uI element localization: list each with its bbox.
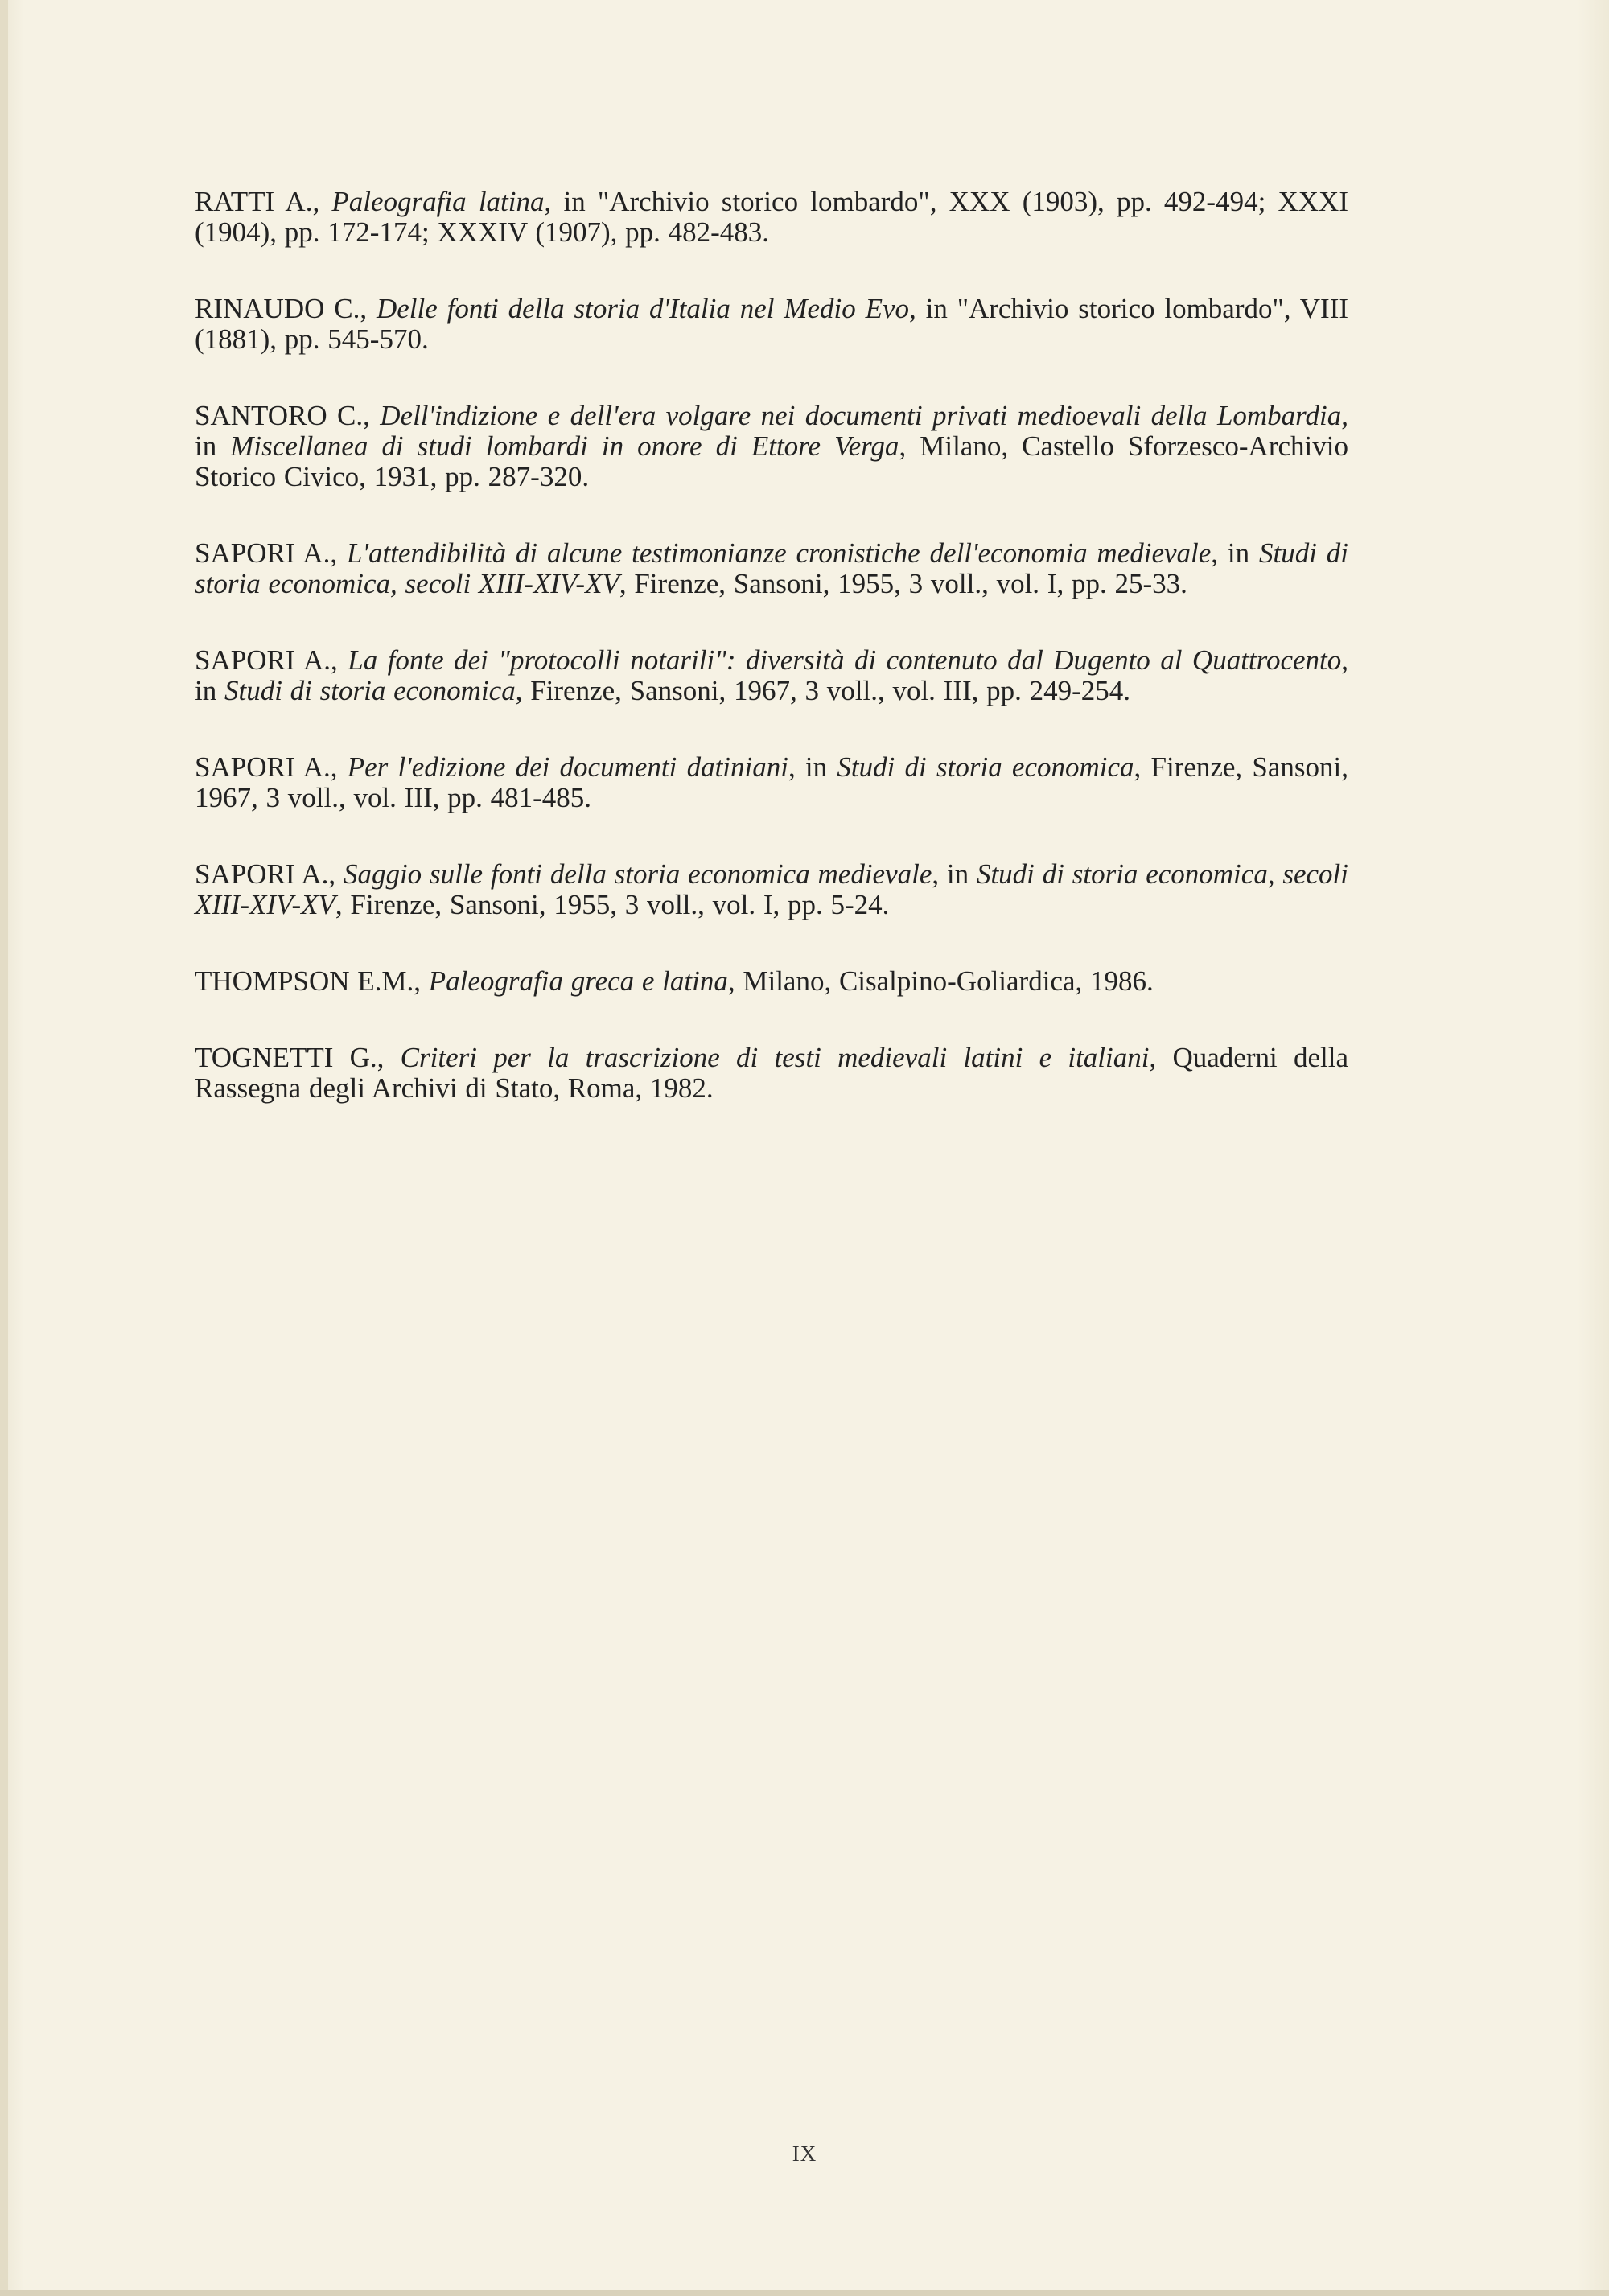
entry-title: L'attendibilità di alcune testimonianze cronistiche dell'economia medievale (347, 537, 1212, 569)
page-bottom-edge (0, 2290, 1609, 2296)
page-number: IX (792, 2142, 817, 2166)
bibliography-entry (195, 859, 1348, 920)
entry-author: SAPORI A., (195, 858, 344, 890)
entry-connector: , in (1211, 537, 1259, 569)
entry-title: La fonte dei "protocolli notarili": diversità di contenuto dal Dugento al Quattrocento (348, 644, 1342, 676)
entry-author: SAPORI A., (195, 537, 348, 569)
entry-source-title: Miscellanea di studi lombardi in onore di Ettore Verga (230, 430, 899, 462)
entry-author: RINAUDO C., (195, 293, 377, 324)
entry-author: SAPORI A., (195, 751, 348, 783)
entry-details: , Milano, Cisalpino-Goliardica, 1986. (727, 965, 1154, 997)
entry-title: Paleografia greca e latina (428, 965, 728, 997)
bibliography-entry (195, 966, 1348, 997)
entry-author: SAPORI A., (195, 644, 348, 676)
entry-title: Dell'indizione e dell'era volgare nei documenti privati medioevali della Lombardia (380, 400, 1342, 431)
entry-title: Saggio sulle fonti della storia economica medievale (343, 858, 932, 890)
bibliography-entry (195, 538, 1348, 599)
page-left-edge (0, 0, 8, 2296)
bibliography-entry (195, 1043, 1348, 1104)
entry-details: , in "Archivio storico lombardo", XXX (1903), pp. 492-494; XXXI (1904), pp. 172-174; XXXIV (1907), pp. 482-483. (195, 186, 1348, 248)
entry-details: , in "Archivio storico lombardo", VIII (1881), pp. 545-570. (195, 293, 1349, 355)
entry-author: RATTI A., (195, 186, 332, 217)
bibliography-entry (195, 294, 1348, 355)
entry-title: Per l'edizione dei documenti datiniani (347, 751, 788, 783)
entry-source-title: Studi di storia economica (224, 675, 516, 706)
entry-details: , Firenze, Sansoni, 1955, 3 voll., vol. I, pp. 25-33. (619, 568, 1187, 599)
bibliography-list (195, 187, 1348, 1150)
entry-source-title: Studi di storia economica, secoli XIII-XIV-XV (195, 858, 1349, 920)
bibliography-entry (195, 752, 1348, 813)
entry-author: SANTORO C., (195, 400, 381, 431)
bibliography-entry (195, 645, 1348, 706)
entry-author: TOGNETTI G., (195, 1042, 401, 1073)
entry-connector: , in (195, 400, 1348, 462)
entry-details: , Firenze, Sansoni, 1955, 3 voll., vol. I, pp. 5-24. (335, 889, 890, 920)
entry-connector: , in (788, 751, 837, 783)
entry-title: Criteri per la trascrizione di testi medievali latini e italiani (400, 1042, 1150, 1073)
bibliography-entry (195, 401, 1348, 492)
entry-details: , Firenze, Sansoni, 1967, 3 voll., vol. III, pp. 481-485. (195, 751, 1348, 813)
entry-title: Paleografia latina (331, 186, 545, 217)
entry-details: , Firenze, Sansoni, 1967, 3 voll., vol. III, pp. 249-254. (515, 675, 1131, 706)
entry-source-title: Studi di storia economica, secoli XIII-XIV-XV (195, 537, 1348, 599)
entry-connector: , in (195, 644, 1349, 706)
entry-details: , Quaderni della Rassegna degli Archivi di Stato, Roma, 1982. (195, 1042, 1348, 1104)
entry-source-title: Studi di storia economica (837, 751, 1134, 783)
entry-author: THOMPSON E.M., (195, 965, 429, 997)
bibliography-entry (195, 187, 1348, 248)
entry-title: Delle fonti della storia d'Italia nel Medio Evo (376, 293, 909, 324)
entry-connector: , in (932, 858, 977, 890)
entry-details: , Milano, Castello Sforzesco-Archivio Storico Civico, 1931, pp. 287-320. (195, 430, 1348, 492)
